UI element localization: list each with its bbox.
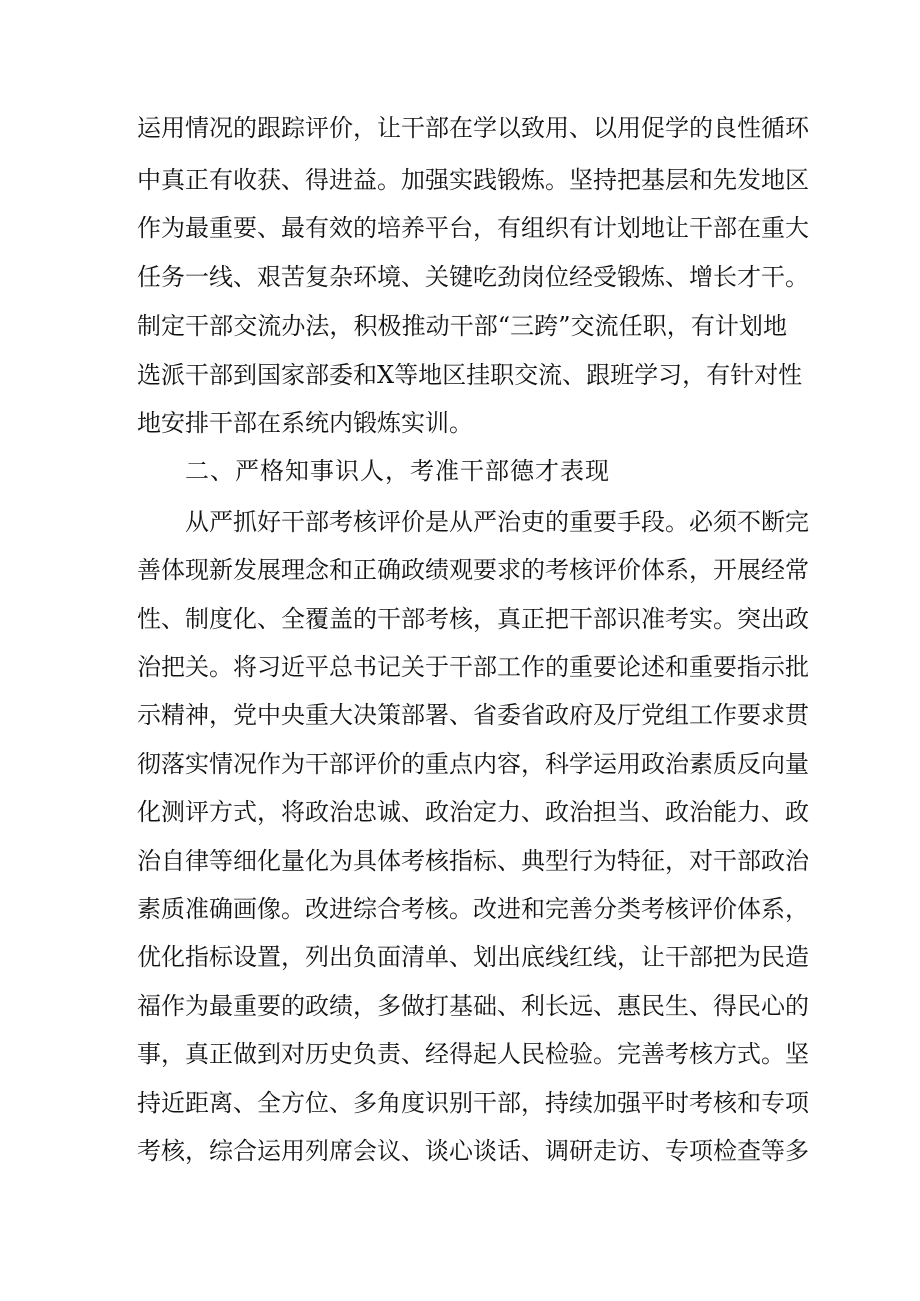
paragraph-2-line-9: 素质准确画像。改进综合考核。改进和完善分类考核评价体系，: [137, 895, 809, 923]
paragraph-1-line-5: 制定干部交流办法，积极推动干部“三跨”交流任职，有计划地: [137, 312, 787, 340]
paragraph-1-line-1: 运用情况的跟踪评价，让干部在学以致用、以用促学的良性循环: [137, 114, 809, 142]
paragraph-1-line-7: 地安排干部在系统内锻炼实训。: [137, 409, 473, 437]
paragraph-2-line-11: 福作为最重要的政绩，多做打基础、利长远、惠民生、得民心的: [137, 992, 809, 1020]
paragraph-1-line-2: 中真正有收获、得进益。加强实践锻炼。坚持把基层和先发地区: [137, 166, 809, 194]
paragraph-1-line-4: 任务一线、艰苦复杂环境、关键吃劲岗位经受锻炼、增长才干。: [137, 263, 809, 291]
paragraph-2-line-1: 从严抓好干部考核评价是从严治吏的重要手段。必须不断完: [185, 508, 809, 536]
paragraph-2-line-3: 性、制度化、全覆盖的干部考核，真正把干部识准考实。突出政: [137, 605, 809, 633]
section-heading: 二、严格知事识人，考准干部德才表现: [185, 457, 610, 485]
paragraph-2-line-13: 持近距离、全方位、多角度识别干部，持续加强平时考核和专项: [137, 1089, 809, 1117]
paragraph-1-line-6: 选派干部到国家部委和X等地区挂职交流、跟班学习，有针对性: [137, 361, 803, 389]
paragraph-2-line-12: 事，真正做到对历史负责、经得起人民检验。完善考核方式。坚: [137, 1040, 809, 1068]
paragraph-2-line-2: 善体现新发展理念和正确政绩观要求的考核评价体系，开展经常: [137, 556, 809, 584]
paragraph-2-line-6: 彻落实情况作为干部评价的重点内容，科学运用政治素质反向量: [137, 750, 809, 778]
paragraph-2-line-14: 考核，综合运用列席会议、谈心谈话、调研走访、专项检查等多: [137, 1137, 809, 1165]
paragraph-2-line-7: 化测评方式，将政治忠诚、政治定力、政治担当、政治能力、政: [137, 798, 809, 826]
paragraph-2-line-5: 示精神，党中央重大决策部署、省委省政府及厅党组工作要求贯: [137, 701, 809, 729]
paragraph-2-line-8: 治自律等细化量化为具体考核指标、典型行为特征，对干部政治: [137, 847, 809, 875]
paragraph-2-line-4: 治把关。将习近平总书记关于干部工作的重要论述和重要指示批: [137, 653, 809, 681]
paragraph-1-line-3: 作为最重要、最有效的培养平台，有组织有计划地让干部在重大: [137, 214, 809, 242]
paragraph-2-line-10: 优化指标设置，列出负面清单、划出底线红线，让干部把为民造: [137, 943, 809, 971]
